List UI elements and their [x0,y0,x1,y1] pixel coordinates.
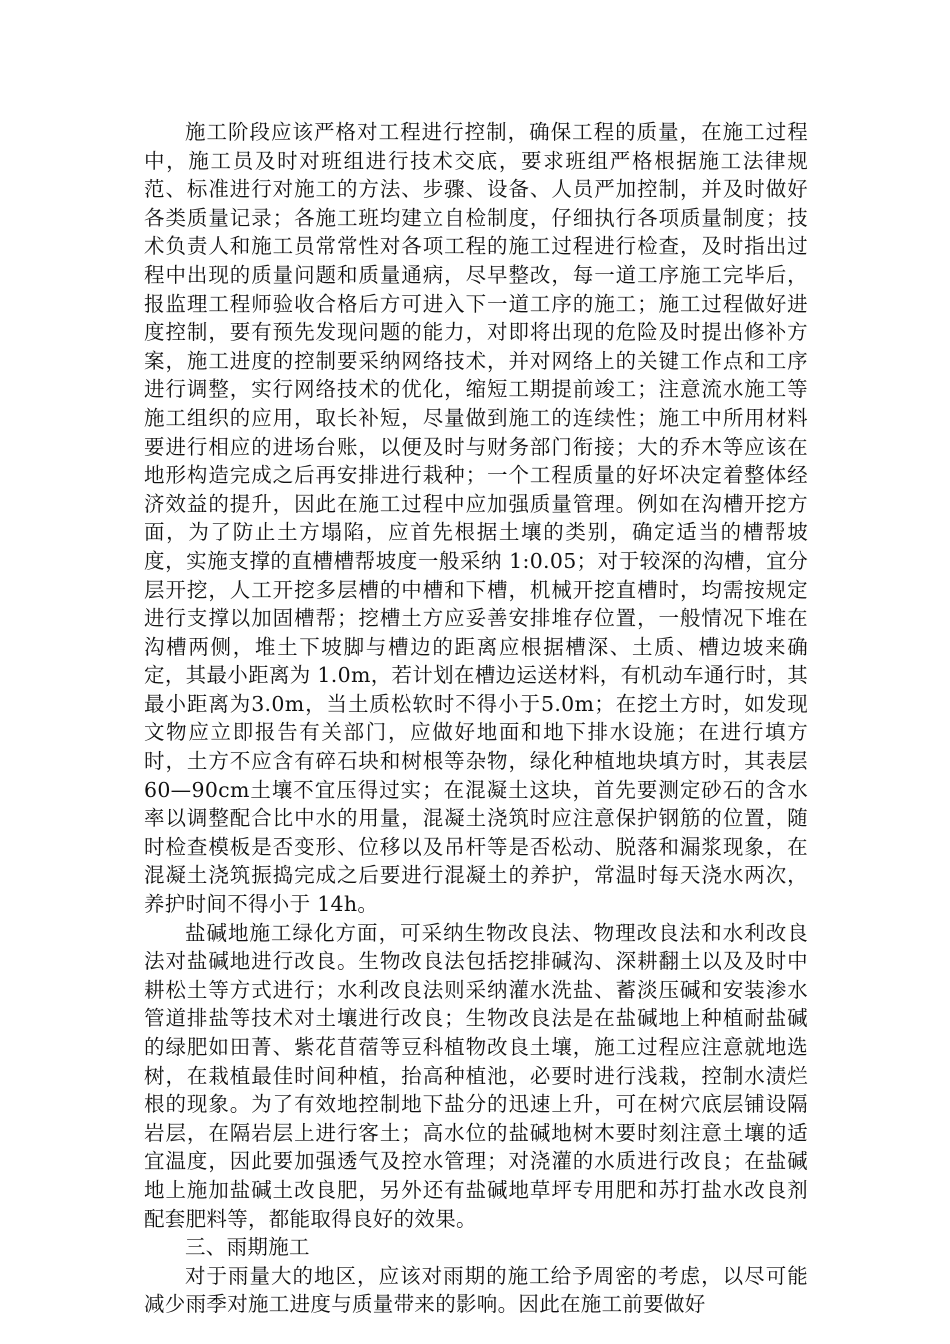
paragraph-rainy-season: 对于雨量大的地区，应该对雨期的施工给予周密的考虑，以尽可能减少雨季对施工进度与质量带来的影响。因此在施工前要做好 [144,1263,808,1317]
document-body [144,118,808,1319]
paragraph-construction-control: 施工阶段应该严格对工程进行控制，确保工程的质量，在施工过程中，施工员及时对班组进行技术交底，要求班组严格根据施工法律规范、标准进行对施工的方法、步骤、设备、人员严加控制，并及时做好各类质量记录；各施工班均建立自检制度，仔细执行各项质量制度；技术负责人和施工员常常性对各项工程的施工过程进行检查，及时指出过程中出现的质量问题和质量通病，尽早整改，每一道工序施工完毕后，报监理工程师验收合格后方可进入下一道工序的施工；施工过程做好进度控制，要有预先发现问题的能力，对即将出现的危险及时提出修补方案，施工进度的控制要采纳网络技术，并对网络上的关键工作点和工序进行调整，实行网络技术的优化，缩短工期提前竣工；注意流水施工等施工组织的应用，取长补短，尽量做到施工的连续性；施工中所用材料要进行相应的进场台账，以便及时与财务部门衔接；大的乔木等应该在地形构造完成之后再安排进行栽种；一个工程质量的好坏决定着整体经济效益的提升，因此在施工过程中应加强质量管理。例如在沟槽开挖方面，为了防止土方塌陷，应首先根据土壤的类别，确定适当的槽帮坡度，实施支撑的直槽槽帮坡度一般采纳 1:0.05；对于较深的沟槽，宜分层开挖，人工开挖多层槽的中槽和下槽，机械开挖直槽时，均需按规定进行支撑以加固槽帮；挖槽土方应妥善安排堆存位置，一般情况下堆在沟槽两侧，堆土下坡脚与槽边的距离应根据槽深、土质、槽边坡来确定，其最小距离为 1.0m，若计划在槽边运送材料，有机动车通行时，其最小距离为3.0m，当土质松软时不得小于5.0m；在挖土方时，如发现文物应立即报告有关部门，应做好地面和地下排水设施；在进行填方时，土方不应含有碎石块和树根等杂物，绿化种植地块填方时，其表层60—90cm土壤不宜压得过实；在混凝土这块，首先要测定砂石的含水率以调整配合比中水的用量，混凝土浇筑时应注意保护钢筋的位置，随时检查模板是否变形、位移以及吊杆等是否松动、脱落和漏浆现象，在混凝土浇筑振捣完成之后要进行混凝土的养护，常温时每天浇水两次，养护时间不得小于 14h。 [144,120,808,917]
paragraph-saline-alkali-greening: 盐碱地施工绿化方面，可采纳生物改良法、物理改良法和水利改良法对盐碱地进行改良。生物改良法包括挖排碱沟、深耕翻土以及及时中耕松土等方式进行；水利改良法则采纳灌水洗盐、蓄淡压碱和安装渗水管道排盐等技术对土壤进行改良；生物改良法是在盐碱地上种植耐盐碱的绿肥如田菁、紫花苜蓿等豆科植物改良土壤，施工过程应注意就地选树，在栽植最佳时间种植，抬高种植池，必要时进行浅栽，控制水渍烂根的现象。为了有效地控制地下盐分的迅速上升，可在树穴底层铺设隔岩层，在隔岩层上进行客土；高水位的盐碱地树木要时刻注意土壤的适宜温度，因此要加强透气及控水管理；对浇灌的水质进行改良；在盐碱地上施加盐碱土改良肥，另外还有盐碱地草坪专用肥和苏打盐水改良剂配套肥料等，都能取得良好的效果。 [144,920,808,1231]
section-heading-rainy-season: 三、雨期施工 [185,1235,310,1260]
